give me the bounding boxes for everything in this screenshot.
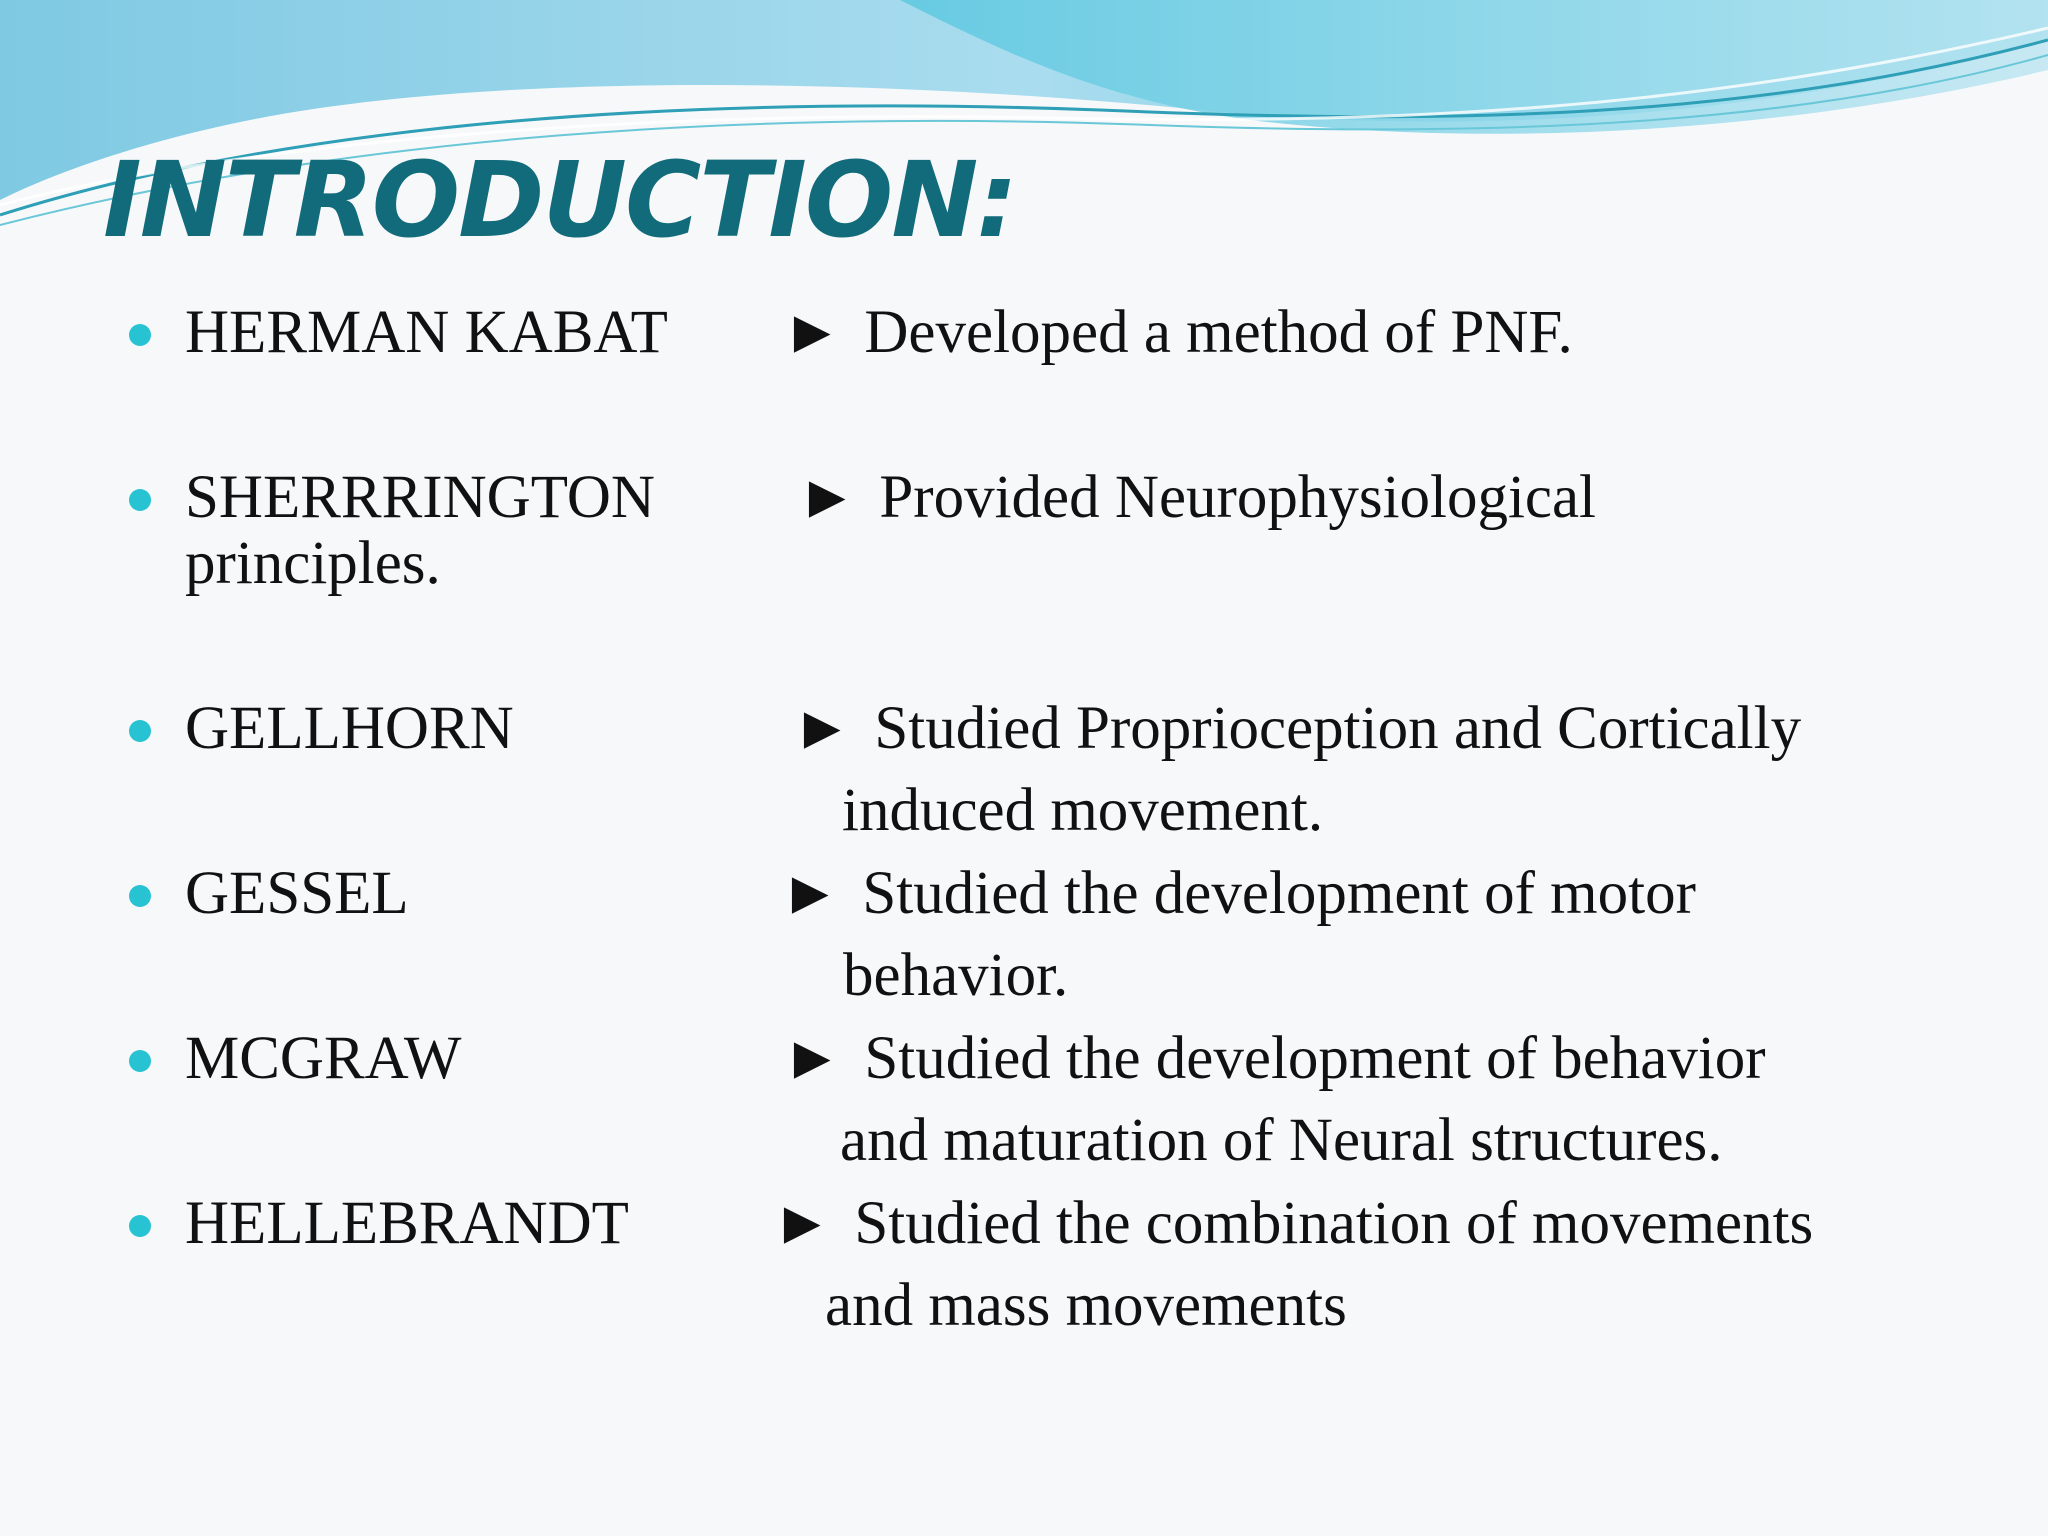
description (782, 292, 1573, 374)
description-continuation: and maturation of Neural structures. (840, 1107, 1723, 1174)
bullet-icon (129, 489, 151, 511)
arrow-icon: ► (792, 695, 853, 762)
person-name: SHERRRINGTON (185, 464, 655, 531)
description-text: Studied the combination of movements (854, 1190, 1814, 1257)
description-continuation: and mass movements (825, 1272, 1347, 1339)
person-name: HELLEBRANDT (185, 1190, 629, 1257)
bullet-icon (129, 720, 151, 742)
bullet-icon (129, 1050, 151, 1072)
arrow-icon: ► (782, 1025, 843, 1092)
description-continuation: behavior. (843, 942, 1069, 1009)
description-continuation: induced movement. (842, 777, 1324, 844)
description (772, 1183, 1813, 1265)
description (780, 853, 1696, 935)
arrow-icon: ► (782, 299, 843, 366)
person-name: MCGRAW (185, 1025, 462, 1092)
description-text: Provided Neurophysiological (879, 464, 1597, 531)
bullet-icon (129, 1215, 151, 1237)
arrow-icon: ► (772, 1190, 833, 1257)
description-text: Studied the development of motor (862, 860, 1696, 927)
description-text: Developed a method of PNF. (864, 299, 1573, 366)
arrow-icon: ► (797, 464, 858, 531)
person-name: HERMAN KABAT (185, 299, 668, 366)
description-text: Studied Proprioception and Cortically (874, 695, 1802, 762)
description (792, 688, 1801, 770)
name-continuation: principles. (185, 530, 441, 597)
description (782, 1018, 1766, 1100)
bullet-icon (129, 324, 151, 346)
person-name: GELLHORN (185, 695, 514, 762)
description-text: Studied the development of behavior (864, 1025, 1766, 1092)
description (797, 457, 1596, 539)
bullet-icon (129, 885, 151, 907)
person-name: GESSEL (185, 860, 409, 927)
arrow-icon: ► (780, 860, 841, 927)
slide-title: INTRODUCTION: (103, 139, 1016, 261)
